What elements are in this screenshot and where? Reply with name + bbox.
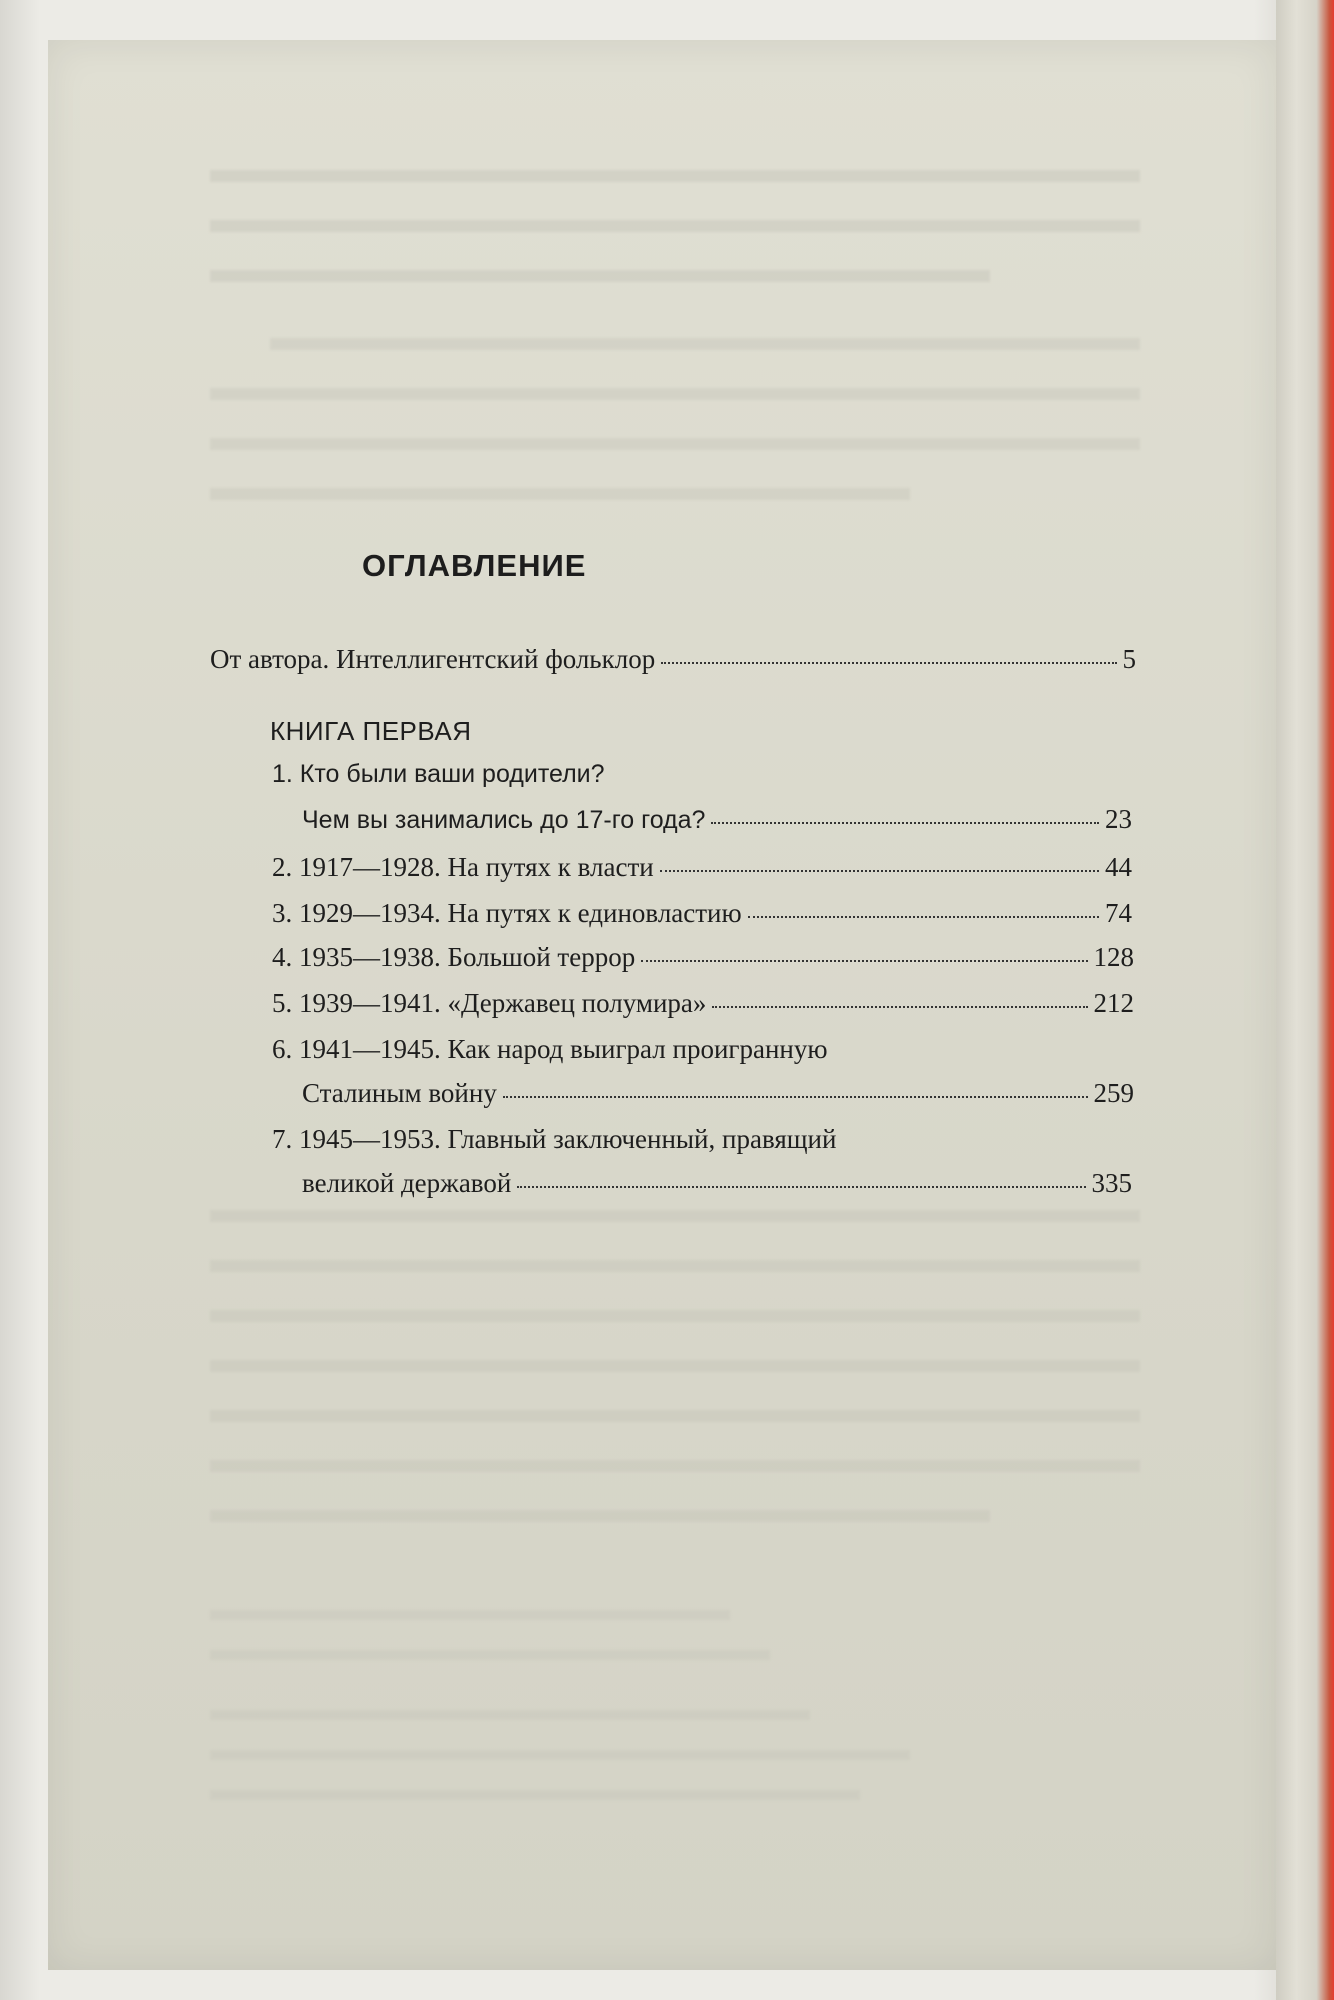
toc-entry-line [272, 760, 605, 789]
leader-dots [711, 822, 1099, 824]
toc-entry-title: От автора. Интеллигентский фольклор [210, 644, 656, 674]
toc-entry-title: 4. 1935—1938. Большой террор [272, 942, 636, 972]
toc-entry-page: 23 [1105, 804, 1132, 834]
toc-entry-line [272, 1034, 828, 1065]
toc-entry-title: Сталиным войну [302, 1078, 497, 1108]
toc-entry-page: 128 [1093, 942, 1134, 972]
toc-entry-chapter-7 [302, 1168, 1132, 1199]
toc-entry-title: 7. 1945—1953. Главный заключенный, правящий [272, 1124, 837, 1154]
toc-entry-title: 1. Кто были ваши родители? [272, 760, 605, 788]
toc-entry-intro [210, 644, 1136, 675]
toc-entry-page: 74 [1105, 898, 1132, 928]
toc-entry-title: 6. 1941—1945. Как народ выиграл проигранную [272, 1034, 828, 1064]
toc-entry-page: 212 [1093, 988, 1134, 1018]
leader-dots [748, 916, 1099, 918]
toc-entry-page: 259 [1093, 1078, 1134, 1108]
leader-dots [712, 1006, 1087, 1008]
toc-entry-line [272, 1124, 836, 1155]
leader-dots [641, 960, 1087, 962]
toc-entry-chapter-6 [302, 1078, 1134, 1109]
leader-dots [503, 1096, 1088, 1098]
toc-entry-title: 3. 1929—1934. На путях к единовластию [272, 898, 742, 928]
toc-entry-chapter-2 [272, 852, 1132, 883]
leader-dots [661, 662, 1116, 664]
toc-entry-chapter-1 [302, 804, 1132, 835]
toc-entry-title: 5. 1939—1941. «Державец полумира» [272, 988, 707, 1018]
toc-entry-page: 335 [1091, 1168, 1132, 1198]
toc-heading: ОГЛАВЛЕНИЕ [362, 548, 587, 583]
toc-entry-title: Чем вы занимались до 17-го года? [302, 806, 706, 834]
leader-dots [517, 1186, 1085, 1188]
toc-entry-page: 5 [1122, 644, 1136, 674]
toc-entry-page: 44 [1105, 852, 1132, 882]
leader-dots [660, 870, 1099, 872]
toc-entry-chapter-4 [272, 942, 1134, 973]
toc-entry-title: 2. 1917—1928. На путях к власти [272, 852, 654, 882]
book-label: КНИГА ПЕРВАЯ [270, 716, 472, 746]
toc-entry-title: великой державой [302, 1168, 512, 1198]
toc-entry-chapter-3 [272, 898, 1132, 929]
toc-entry-chapter-5 [272, 988, 1134, 1019]
next-page-edge [1276, 0, 1334, 2000]
